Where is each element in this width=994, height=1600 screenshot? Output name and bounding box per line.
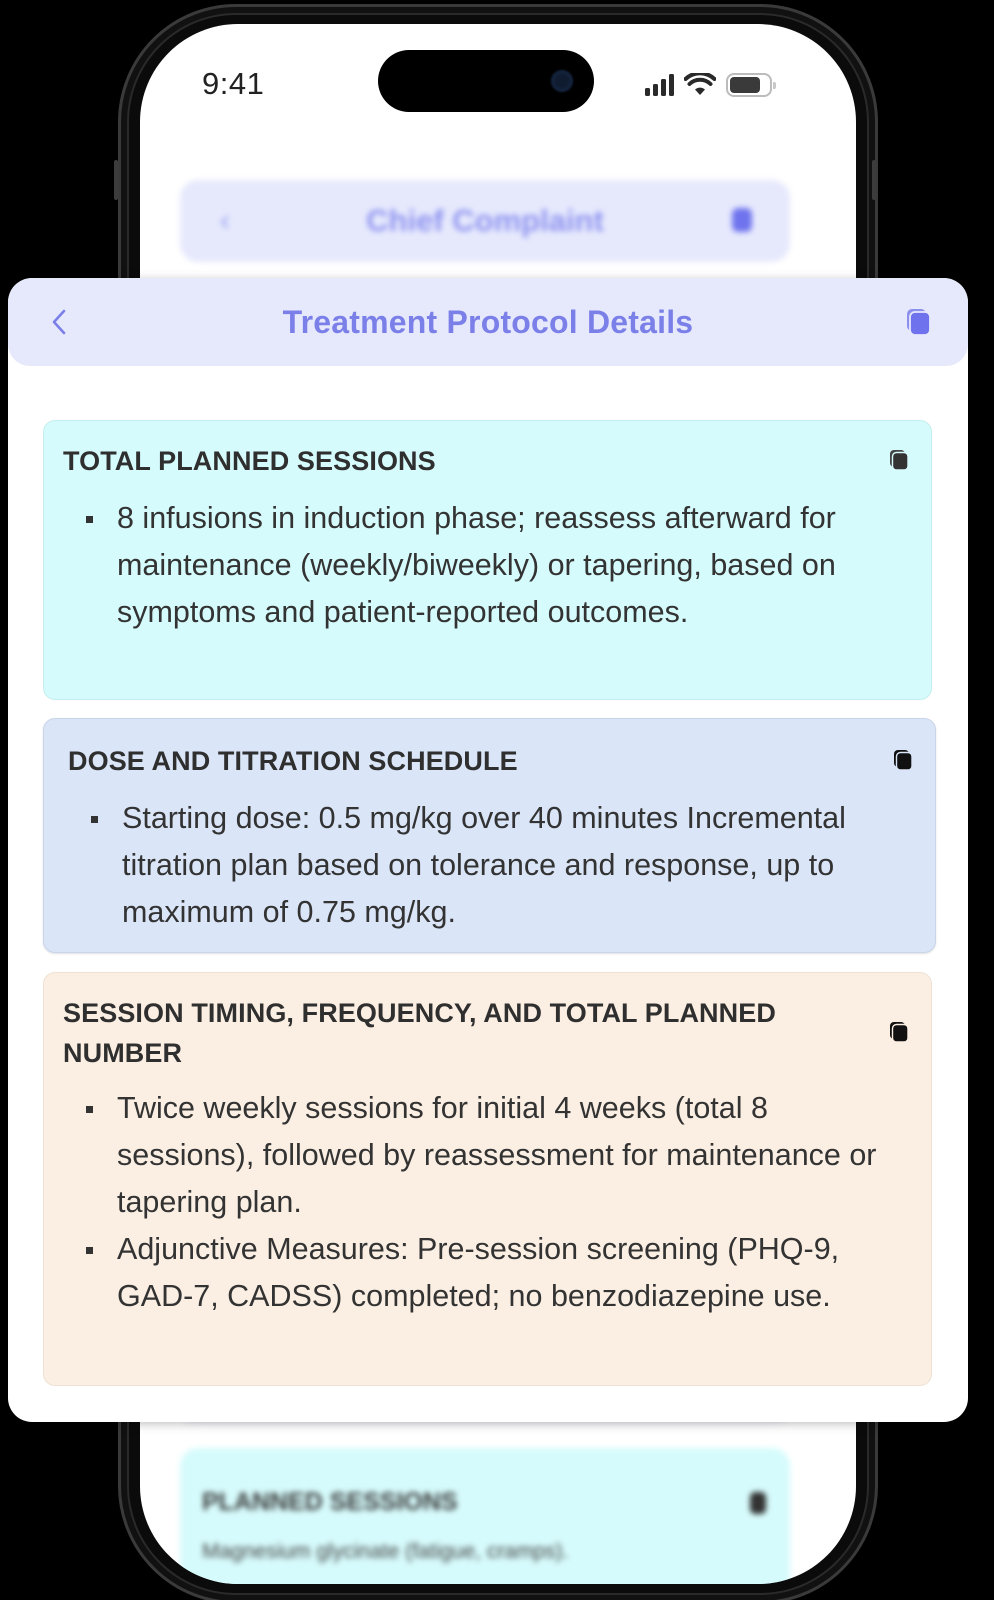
dynamic-island (378, 50, 594, 112)
background-card-text: Magnesium glycinate (fatigue, cramps). (202, 1540, 569, 1563)
battery-icon (726, 73, 772, 97)
copy-icon (750, 1492, 766, 1514)
camera-icon (550, 69, 574, 93)
copy-icon[interactable] (906, 308, 932, 336)
copy-icon[interactable] (893, 749, 913, 771)
background-card-title: PLANNED SESSIONS (202, 1488, 458, 1516)
modal-title: Treatment Protocol Details (282, 303, 694, 340)
cellular-signal-icon (645, 74, 674, 96)
list-item: 8 infusions in induction phase; reassess afterward for maintenance (weekly/biweekly) or tapering, based on symptoms and patient-reported outcomes. (117, 495, 907, 636)
section-title: DOSE AND TITRATION SCHEDULE (68, 746, 518, 776)
background-card (180, 1448, 790, 1584)
phone-side-button (114, 160, 118, 200)
treatment-protocol-modal (8, 278, 968, 1422)
section-title: SESSION TIMING, FREQUENCY, AND TOTAL PLANNED NUMBER (63, 998, 776, 1068)
copy-icon (732, 208, 752, 232)
list-item: Starting dose: 0.5 mg/kg over 40 minutes Incremental titration plan based on tolerance and response, up to maximum of 0.75 mg/kg. (122, 795, 862, 936)
section-card-session-timing (43, 972, 932, 1386)
modal-header (8, 278, 968, 366)
section-list (117, 1085, 907, 1320)
background-header-bar (180, 180, 790, 262)
background-header-title: Chief Complaint (366, 203, 604, 238)
back-button[interactable] (44, 304, 74, 340)
copy-icon[interactable] (889, 1021, 909, 1043)
list-item: Twice weekly sessions for initial 4 weeks (total 8 sessions), followed by reassessment for maintenance or tapering plan. (117, 1085, 907, 1226)
section-card-total-planned-sessions (43, 420, 932, 700)
phone-side-button (872, 160, 876, 200)
status-icons (645, 70, 772, 100)
chevron-left-icon: ‹ (220, 204, 230, 237)
status-time: 9:41 (202, 66, 265, 101)
chevron-left-icon (51, 308, 67, 336)
copy-icon[interactable] (889, 449, 909, 471)
wifi-icon (684, 73, 716, 97)
list-item: Adjunctive Measures: Pre-session screening (PHQ-9, GAD-7, CADSS) completed; no benzodiazepine use. (117, 1226, 907, 1320)
section-title: TOTAL PLANNED SESSIONS (63, 446, 436, 476)
section-card-dose-titration (43, 718, 936, 953)
section-list (117, 495, 907, 636)
section-list (122, 795, 862, 936)
